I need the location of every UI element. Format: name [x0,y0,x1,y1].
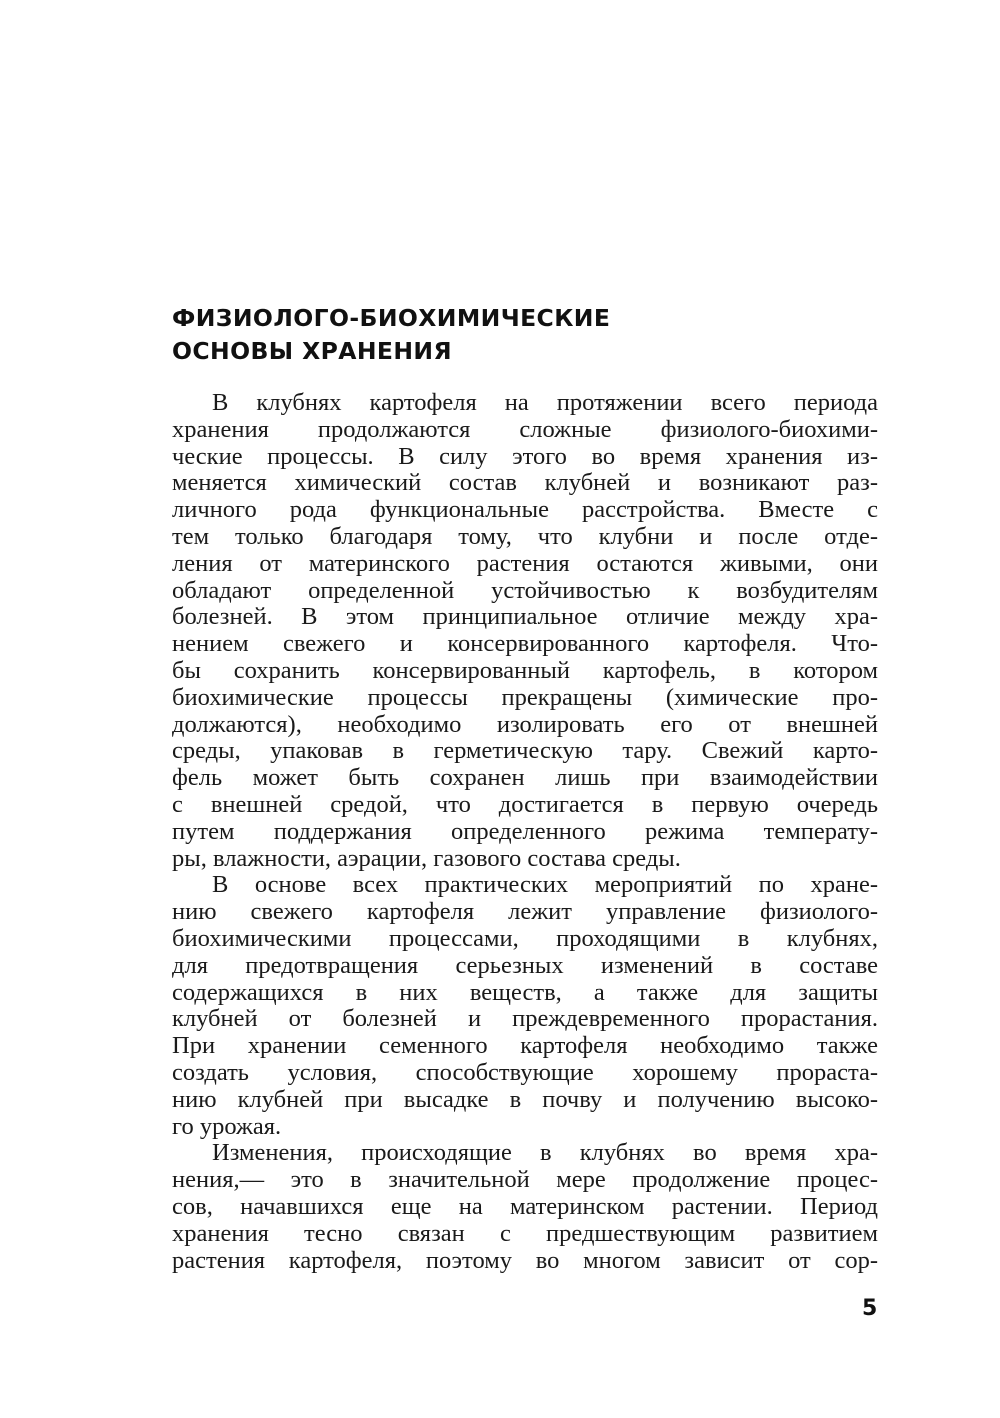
text-line: растения картофеля, поэтому во многом зависит от сор- [172,1246,878,1274]
text-line: бы сохранить консервированный картофель, в котором [172,656,878,684]
section-heading-line-1: ФИЗИОЛОГО-БИОХИМИЧЕСКИЕ [172,304,611,332]
text-line: болезней. В этом принципиальное отличие между хра- [172,603,878,631]
text-line: тем только благодаря тому, что клубни и после отде- [172,522,878,550]
text-line: В клубнях картофеля на протяжении всего периода [212,389,878,416]
section-heading-line-2: ОСНОВЫ ХРАНЕНИЯ [172,337,452,365]
text-line: путем поддержания определенного режима температу- [172,817,878,845]
text-line: создать условия, способствующие хорошему прораста- [172,1058,878,1086]
paragraph [172,390,878,872]
text-line: меняется химический состав клубней и возникают раз- [172,469,878,497]
section-heading [172,302,692,368]
text-line: нения,— это в значительной мере продолжение процес- [172,1166,878,1194]
text-line: содержащихся в них веществ, а также для защиты [172,978,878,1006]
text-line: При хранении семенного картофеля необходимо также [172,1032,878,1060]
text-line: клубней от болезней и преждевременного прорастания. [172,1005,878,1033]
text-line: нию свежего картофеля лежит управление физиолого- [172,898,878,926]
body-text [172,390,878,1274]
text-line: обладают определенной устойчивостью к возбудителям [172,576,878,604]
text-line: ческие процессы. В силу этого во время хранения из- [172,442,878,470]
text-line: ры, влажности, аэрации, газового состава среды. [172,844,681,872]
text-line: фель может быть сохранен лишь при взаимодействии [172,764,878,792]
page-number: 5 [862,1296,878,1321]
text-line: хранения тесно связан с предшествующим развитием [172,1219,878,1247]
text-line: биохимическими процессами, проходящими в клубнях, [172,924,878,952]
text-line: Изменения, происходящие в клубнях во время хра- [212,1139,878,1167]
text-line: нию клубней при высадке в почву и получению высоко- [172,1085,878,1113]
text-line: го урожая. [172,1112,282,1140]
text-line: должаются), необходимо изолировать его от внешней [172,710,878,738]
text-line: В основе всех практических мероприятий по хране- [212,871,878,899]
text-line: нением свежего и консервированного картофеля. Что- [172,630,878,658]
text-line: для предотвращения серьезных изменений в составе [172,951,878,979]
text-line: ления от материнского растения остаются живыми, они [172,549,878,577]
text-line: хранения продолжаются сложные физиолого-биохими- [172,415,878,443]
paragraph [172,1140,878,1274]
text-line: среды, упаковав в герметическую тару. Свежий карто- [172,737,878,765]
text-line: личного рода функциональные расстройства. Вместе с [172,496,878,524]
paragraph [172,872,878,1140]
text-line: сов, начавшихся еще на материнском растении. Период [172,1192,878,1220]
text-line: биохимические процессы прекращены (химические про- [172,683,878,711]
text-line: с внешней средой, что достигается в первую очередь [172,790,878,818]
